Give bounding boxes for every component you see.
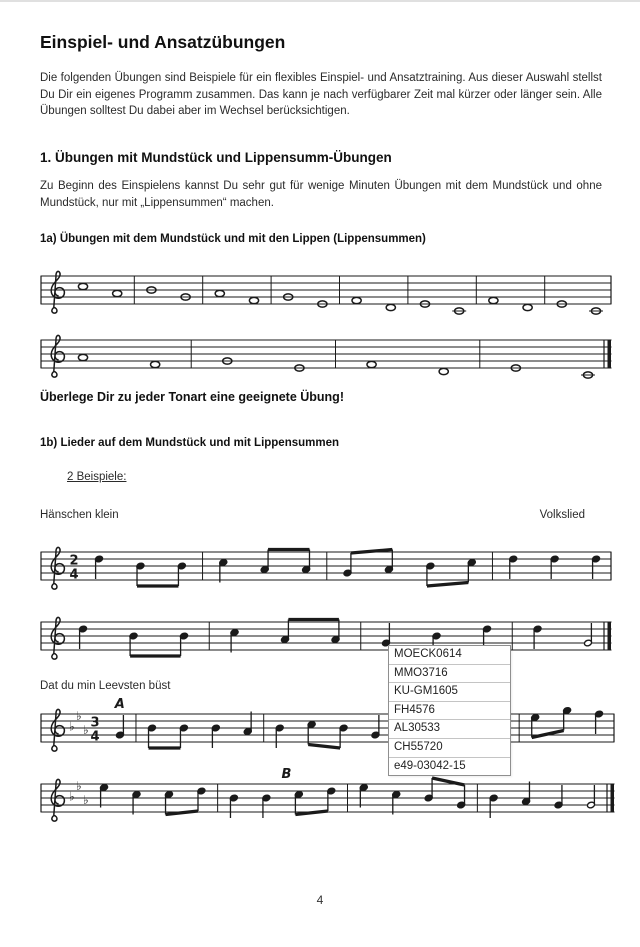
staff-mouthpiece-line-2 [40, 322, 612, 384]
advice-text: Überlege Dir zu jeder Tonart eine geeignete Übung! [40, 390, 344, 404]
svg-text:B: B [281, 767, 292, 782]
section-1-heading: 1. Übungen mit Mundstück und Lippensumm-Übungen [40, 150, 392, 165]
subsection-1b-heading: 1b) Lieder auf dem Mundstück und mit Lippensummen [40, 437, 340, 449]
suggestion-item[interactable]: FH4576 [389, 702, 510, 721]
svg-text:♭: ♭ [83, 793, 89, 807]
svg-text:♭: ♭ [76, 779, 82, 793]
suggestion-item[interactable]: CH55720 [389, 739, 510, 758]
suggestion-item[interactable]: MOECK0614 [389, 646, 510, 665]
section-1-paragraph: Zu Beginn des Einspielens kannst Du sehr gut für wenige Minuten Übungen mit dem Mundstück und ohne Mundstück, nur mit „Lippensummen“ machen. [40, 180, 602, 209]
intro-paragraph: Die folgenden Übungen sind Beispiele für ein flexibles Einspiel- und Ansatztraining. Aus dieser Auswahl stellst Du Dir ein eigenes Programm zusammen. Das kann je nach verfügbarer Zeit mal kürzer oder länger sein. Alle Übungen solltest Du dabei aber im Wechsel berücksichtigen. [40, 72, 602, 117]
svg-text:4: 4 [90, 729, 100, 745]
scan-artifact-top [0, 0, 640, 2]
examples-label: 2 Beispiele: [67, 471, 127, 483]
song1-credit: Volkslied [539, 509, 585, 521]
song2-title: Dat du min Leevsten büst [40, 680, 171, 692]
svg-text:♭: ♭ [83, 723, 89, 737]
page-title: Einspiel- und Ansatzübungen [40, 32, 286, 52]
svg-text:♭: ♭ [76, 709, 82, 723]
subsection-1a-heading: 1a) Übungen mit dem Mundstück und mit den Lippen (Lippensummen) [40, 233, 426, 245]
svg-text:4: 4 [69, 567, 79, 583]
svg-text:A: A [114, 698, 125, 712]
suggestion-list [388, 645, 511, 776]
staff-mouthpiece-line-1 [40, 256, 612, 318]
song1-title: Hänschen klein [40, 509, 119, 521]
staff-datdu-line-a [40, 698, 615, 762]
svg-text:3: 3 [90, 715, 100, 731]
staff-datdu-line-b [40, 766, 615, 832]
svg-text:♭: ♭ [69, 719, 75, 734]
staff-haenschen-line-1 [40, 530, 612, 598]
page-number: 4 [316, 893, 324, 907]
svg-text:2: 2 [69, 553, 79, 569]
suggestion-item[interactable]: KU-GM1605 [389, 683, 510, 702]
suggestion-item[interactable]: AL30533 [389, 720, 510, 739]
suggestion-item[interactable]: e49-03042-15 [389, 758, 510, 776]
suggestion-item[interactable]: MMO3716 [389, 665, 510, 684]
svg-text:♭: ♭ [69, 789, 75, 804]
staff-haenschen-line-2 [40, 600, 612, 668]
